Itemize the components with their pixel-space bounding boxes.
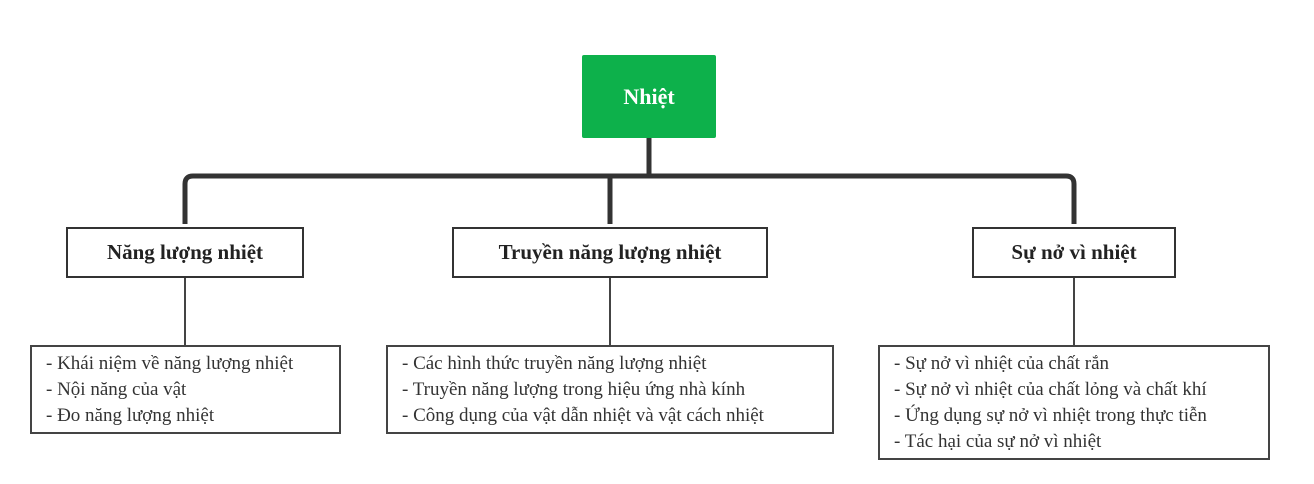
root-node[interactable] xyxy=(582,55,716,138)
detail-item: - Khái niệm về năng lượng nhiệt xyxy=(46,353,294,374)
detail-item: - Nội năng của vật xyxy=(46,379,187,400)
detail-item: - Sự nở vì nhiệt của chất lỏng và chất khí xyxy=(894,379,1207,400)
detail-item: - Công dụng của vật dẫn nhiệt và vật cách nhiệt xyxy=(402,405,764,426)
root-label: Nhiệt xyxy=(623,83,675,109)
detail-item: - Đo năng lượng nhiệt xyxy=(46,405,215,426)
detail-item: - Sự nở vì nhiệt của chất rắn xyxy=(894,353,1110,374)
detail-item: - Truyền năng lượng trong hiệu ứng nhà kính xyxy=(402,379,746,400)
detail-item: - Các hình thức truyền năng lượng nhiệt xyxy=(402,353,707,374)
topic-bus-connector xyxy=(185,176,1074,224)
detail-item: - Tác hại của sự nở vì nhiệt xyxy=(894,431,1102,452)
topic-nang-luong-nhiet[interactable] xyxy=(66,227,304,278)
detail-item: - Ứng dụng sự nở vì nhiệt trong thực tiễn xyxy=(894,405,1207,426)
topic-label: Năng lượng nhiệt xyxy=(106,240,264,264)
topic-label: Sự nở vì nhiệt xyxy=(1011,240,1137,264)
topic-su-no-vi-nhiet[interactable] xyxy=(972,227,1176,278)
topic-label: Truyền năng lượng nhiệt xyxy=(498,240,722,264)
details-su-no-vi-nhiet[interactable] xyxy=(878,345,1270,460)
details-truyen-nang-luong-nhiet[interactable] xyxy=(386,345,834,434)
details-nang-luong-nhiet[interactable] xyxy=(30,345,341,434)
topic-truyen-nang-luong-nhiet[interactable] xyxy=(452,227,768,278)
